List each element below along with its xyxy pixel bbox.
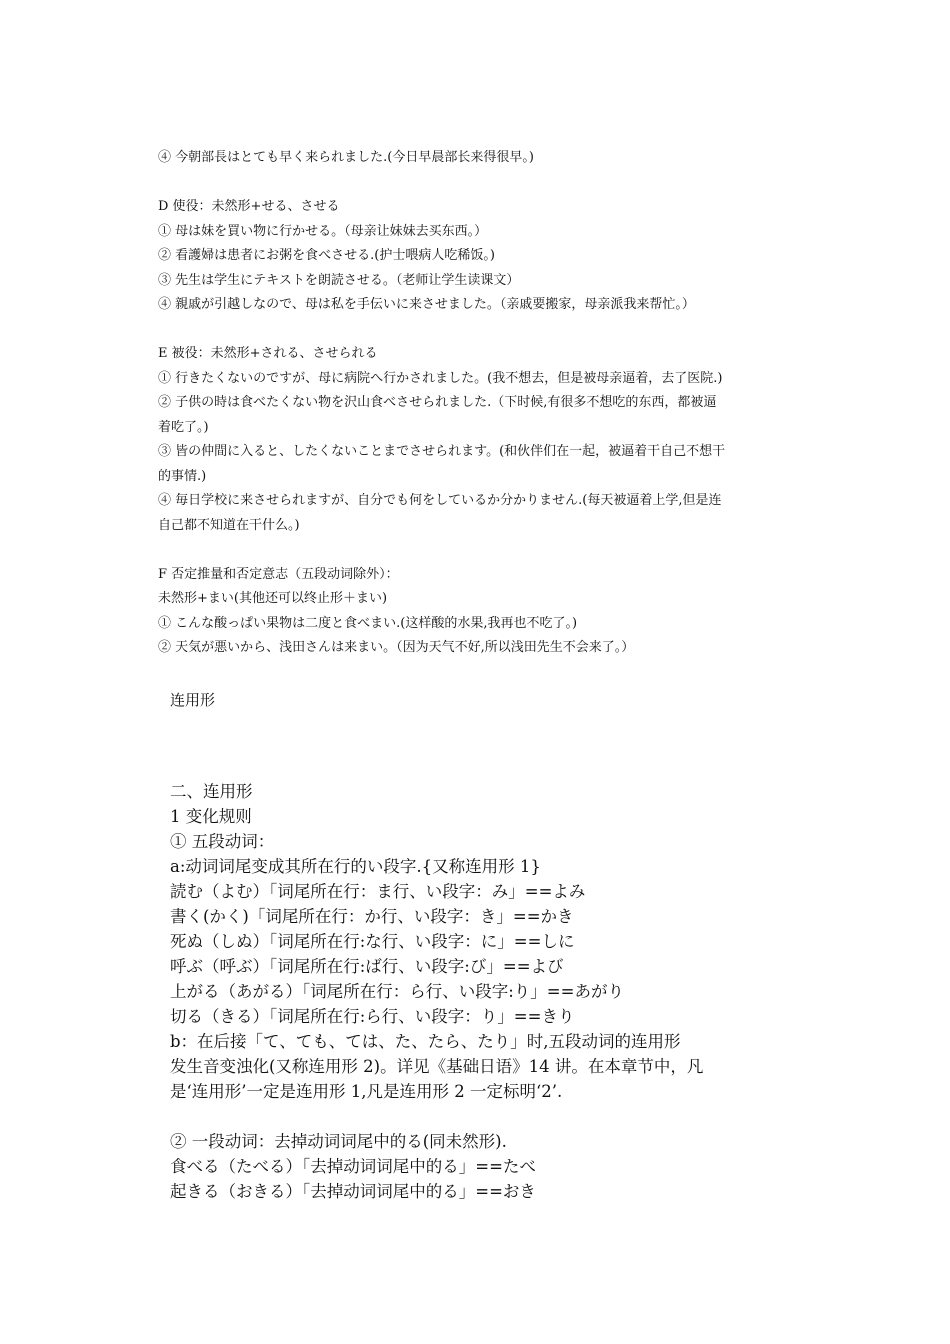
example-d4: ④ 親戚が引越しなので、母は私を手伝いに来させました。（亲戚要搬家，母亲派我来帮忙。） xyxy=(158,297,695,312)
section-f-title: F 否定推量和否定意志（五段动词除外）： xyxy=(158,566,399,582)
example-e3-line1: ③ 皆の仲間に入ると、したくないことまでさせられます。(和伙伴们在一起，被逼着干自己不想干 xyxy=(158,444,726,459)
rule-b-line3: 是‘连用形’一定是连用形 1,凡是连用形 2 一定标明‘2’. xyxy=(170,1082,563,1101)
section-e-title: E 被役：未然形+される、させられる xyxy=(158,346,378,361)
example-e1: ① 行きたくないのですが、母に病院へ行かされました。(我不想去，但是被母亲逼着，去了医院.) xyxy=(158,370,723,386)
example-d2: ② 看護婦は患者にお粥を食べさせる.(护士喂病人吃稀饭。) xyxy=(158,248,495,263)
example-c4: ④ 今朝部長はとても早く来られました.(今日早晨部长来得很早。) xyxy=(158,150,534,165)
spacer xyxy=(158,318,798,343)
rule-b-line2: 发生音变浊化(又称连用形 2)。详见《基础日语》14 讲。在本章节中，凡 xyxy=(170,1057,704,1076)
example-e2-line1: ② 子供の時は食べたくない物を沢山食べさせられました.（下时候,有很多不想吃的东西，都被逼 xyxy=(158,395,717,410)
example-e2-line2: 着吃了。) xyxy=(158,419,209,435)
example-f1: ① こんな酸っぱい果物は二度と食べまい.(这样酸的水果,我再也不吃了。) xyxy=(158,615,578,631)
example-agaru: 上がる（あがる）「词尾所在行：ら行、い段字:り」==あがり xyxy=(170,982,624,1001)
rule-b-line1: b：在后接「て、ても、ては、た、たら、たり」时,五段动词的连用形 xyxy=(170,1032,681,1051)
example-e4-line1: ④ 毎日学校に来させられますが、自分でも何をしているか分かりません.(每天被逼着上学,但是连 xyxy=(158,493,722,508)
rule-heading: 1 变化规则 xyxy=(170,807,252,826)
example-yobu: 呼ぶ（呼ぶ）「词尾所在行:ば行、い段字:び」==よび xyxy=(170,957,564,976)
section-d-title: D 使役：未然形+せる、させる xyxy=(158,199,340,214)
spacer xyxy=(158,538,798,563)
godan-heading: ① 五段动词： xyxy=(170,832,275,851)
example-d1: ① 母は妹を買い物に行かせる。（母亲让妹妹去买东西。） xyxy=(158,223,488,239)
causative-passive-section xyxy=(158,146,798,661)
example-e3-line2: 的事情.) xyxy=(158,468,207,484)
spacer xyxy=(158,171,798,196)
spacer xyxy=(170,1104,810,1129)
renyoukei-section xyxy=(170,779,810,1204)
example-shinu: 死ぬ（しぬ）「词尾所在行:な行、い段字：に」==しに xyxy=(170,932,575,951)
example-e4-line2: 自己都不知道在干什么。) xyxy=(158,517,300,533)
ichidan-heading: ② 一段动词：去掉动词词尾中的る(同未然形). xyxy=(170,1132,507,1151)
section-title: 二、连用形 xyxy=(170,782,253,801)
example-yomu: 読む（よむ）「词尾所在行：ま行、い段字：み」==よみ xyxy=(170,882,586,901)
example-kaku: 書く(かく)「词尾所在行：か行、い段字：き」==かき xyxy=(170,907,574,926)
example-okiru: 起きる（おきる）「去掉动词词尾中的る」==おき xyxy=(170,1182,536,1201)
section-f-subtitle: 未然形+まい(其他还可以终止形＋まい) xyxy=(158,591,388,606)
renyoukei-heading: 连用形 xyxy=(170,691,216,709)
example-d3: ③ 先生は学生にテキストを朗読させる。（老师让学生读课文） xyxy=(158,272,520,288)
example-kiru: 切る（きる）「词尾所在行:ら行、い段字：り」==きり xyxy=(170,1007,575,1026)
rule-a: a:动词词尾变成其所在行的い段字.{又称连用形 1} xyxy=(170,857,541,876)
example-f2: ② 天気が悪いから、浅田さんは来まい。（因为天气不好,所以浅田先生不会来了。） xyxy=(158,640,635,655)
example-taberu: 食べる（たべる）「去掉动词词尾中的る」==たべ xyxy=(170,1157,536,1176)
